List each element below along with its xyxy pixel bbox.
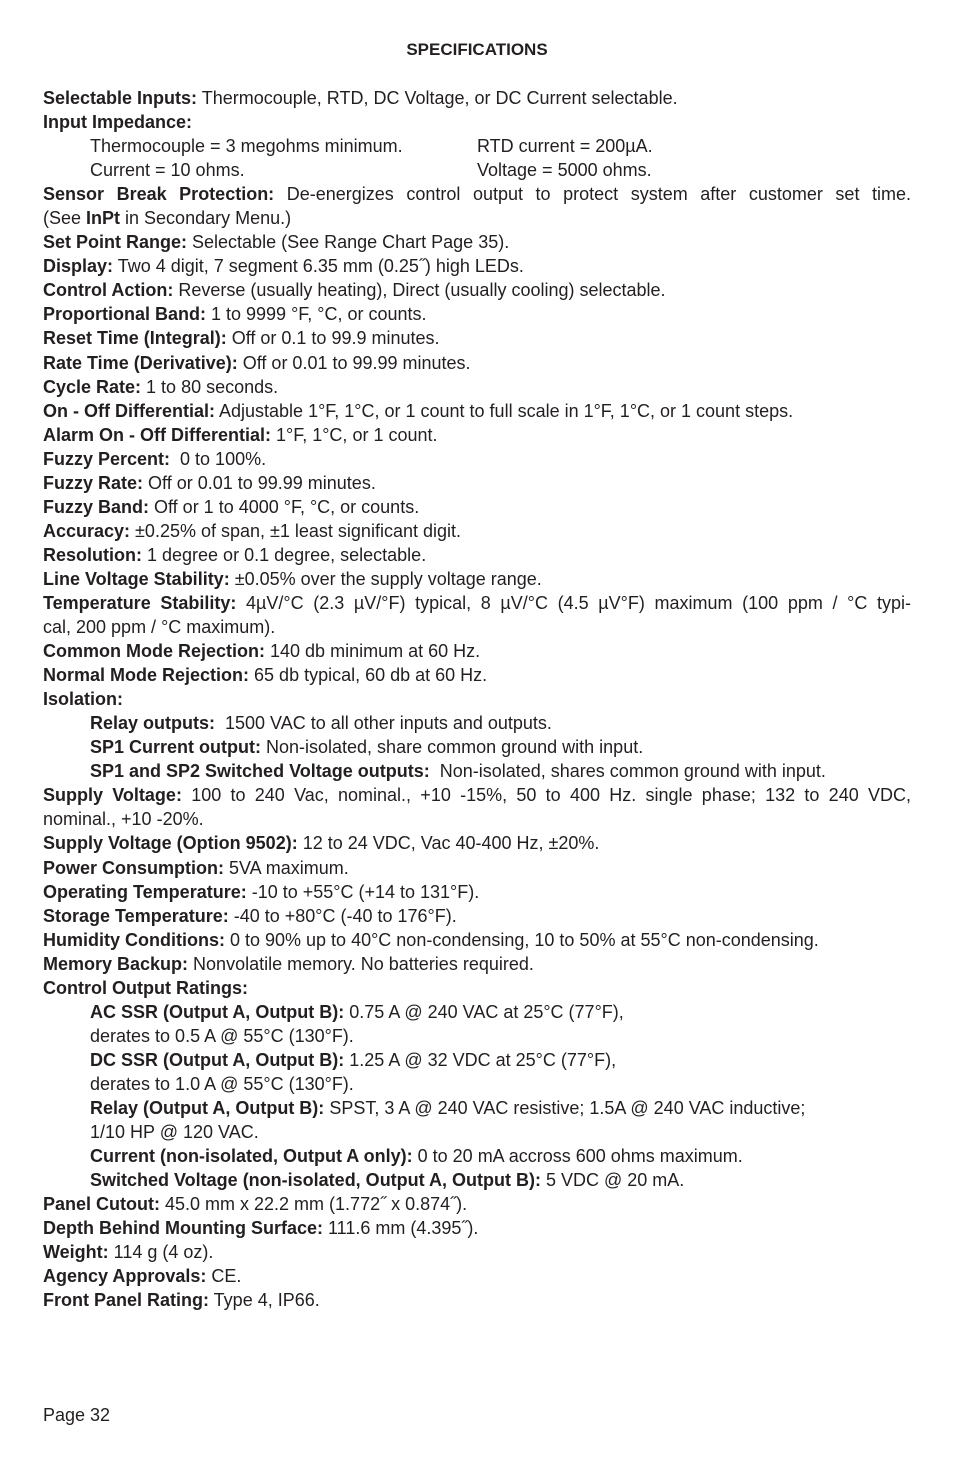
spec-control-action: Control Action: Reverse (usually heating), Direct (usually cooling) selectable. <box>43 280 666 301</box>
impedance-row-2: Current = 10 ohms. Voltage = 5000 ohms. <box>90 160 652 181</box>
spec-memory-backup: Memory Backup: Nonvolatile memory. No batteries required. <box>43 953 534 974</box>
output-current: Current (non-isolated, Output A only): 0 to 20 mA accross 600 ohms maximum. <box>90 1146 743 1167</box>
spec-input-impedance: Input Impedance: <box>43 112 193 133</box>
spec-fuzzy-rate: Fuzzy Rate: Off or 0.01 to 99.99 minutes. <box>43 472 376 493</box>
spec-storage-temperature: Storage Temperature: -40 to +80°C (-40 to 176°F). <box>43 905 457 926</box>
spec-rate-time: Rate Time (Derivative): Off or 0.01 to 99.99 minutes. <box>43 352 471 373</box>
output-ac-ssr-cont: derates to 0.5 A @ 55°C (130°F). <box>90 1025 354 1046</box>
output-switched-voltage: Switched Voltage (non-isolated, Output A, Output B): 5 VDC @ 20 mA. <box>90 1170 685 1191</box>
spec-normal-mode: Normal Mode Rejection: 65 db typical, 60 db at 60 Hz. <box>43 665 488 686</box>
spec-depth: Depth Behind Mounting Surface: 111.6 mm (4.395˝). <box>43 1218 479 1239</box>
spec-resolution: Resolution: 1 degree or 0.1 degree, selectable. <box>43 544 427 565</box>
isolation-sp1: SP1 Current output: Non-isolated, share common ground with input. <box>90 737 644 758</box>
spec-display: Display: Two 4 digit, 7 segment 6.35 mm (0.25˝) high LEDs. <box>43 256 524 277</box>
spec-common-mode: Common Mode Rejection: 140 db minimum at 60 Hz. <box>43 641 481 662</box>
page-title: SPECIFICATIONS <box>406 40 548 59</box>
spec-sensor-break: Sensor Break Protection: De-energizes control output to protect system after customer set time. <box>43 184 912 205</box>
spec-supply-voltage-9502: Supply Voltage (Option 9502): 12 to 24 VDC, Vac 40-400 Hz, ±20%. <box>43 833 600 854</box>
spec-supply-voltage: Supply Voltage: 100 to 240 Vac, nominal., +10 -15%, 50 to 400 Hz. single phase; 132 to 240 VDC, <box>43 785 911 806</box>
output-dc-ssr: DC SSR (Output A, Output B): 1.25 A @ 32 VDC at 25°C (77°F), <box>90 1049 617 1070</box>
spec-set-point-range: Set Point Range: Selectable (See Range Chart Page 35). <box>43 232 510 253</box>
spec-selectable-inputs: Selectable Inputs: Thermocouple, RTD, DC Voltage, or DC Current selectable. <box>43 88 678 108</box>
output-relay: Relay (Output A, Output B): SPST, 3 A @ 240 VAC resistive; 1.5A @ 240 VAC inductive; <box>90 1097 806 1118</box>
isolation-relay: Relay outputs: 1500 VAC to all other inputs and outputs. <box>90 713 552 734</box>
spec-temperature-stability: Temperature Stability: 4µV/°C (2.3 µV/°F) typical, 8 µV/°C (4.5 µV°F) maximum (100 ppm / °C typi- <box>43 592 911 613</box>
spec-reset-time: Reset Time (Integral): Off or 0.1 to 99.9 minutes. <box>43 328 440 349</box>
spec-humidity: Humidity Conditions: 0 to 90% up to 40°C non-condensing, 10 to 50% at 55°C non-condensing. <box>43 929 819 950</box>
output-ac-ssr: AC SSR (Output A, Output B): 0.75 A @ 240 VAC at 25°C (77°F), <box>90 1001 624 1022</box>
output-relay-cont: 1/10 HP @ 120 VAC. <box>90 1122 259 1143</box>
spec-operating-temperature: Operating Temperature: -10 to +55°C (+14 to 131°F). <box>43 881 480 902</box>
spec-on-off-differential: On - Off Differential: Adjustable 1°F, 1°C, or 1 count to full scale in 1°F, 1°C, or 1 count steps. <box>43 400 794 421</box>
spec-cycle-rate: Cycle Rate: 1 to 80 seconds. <box>43 376 279 397</box>
spec-line-voltage-stability: Line Voltage Stability: ±0.05% over the supply voltage range. <box>43 568 542 589</box>
spec-weight: Weight: 114 g (4 oz). <box>43 1242 214 1263</box>
spec-supply-voltage-cont: nominal., +10 -20%. <box>43 809 204 830</box>
spec-fuzzy-band: Fuzzy Band: Off or 1 to 4000 °F, °C, or counts. <box>43 496 420 517</box>
page-number: Page 32 <box>43 1405 111 1425</box>
spec-panel-cutout: Panel Cutout: 45.0 mm x 22.2 mm (1.772˝ x 0.874˝). <box>43 1194 468 1215</box>
spec-control-output-ratings: Control Output Ratings: <box>43 977 248 998</box>
spec-fuzzy-percent: Fuzzy Percent: 0 to 100%. <box>43 448 267 469</box>
spec-list <box>43 86 911 1312</box>
spec-alarm-differential: Alarm On - Off Differential: 1°F, 1°C, or 1 count. <box>43 424 438 445</box>
spec-sensor-break-cont: (See InPt in Secondary Menu.) <box>43 208 292 229</box>
spec-isolation: Isolation: <box>43 689 123 710</box>
spec-agency-approvals: Agency Approvals: CE. <box>43 1266 242 1287</box>
output-dc-ssr-cont: derates to 1.0 A @ 55°C (130°F). <box>90 1073 354 1094</box>
spec-power-consumption: Power Consumption: 5VA maximum. <box>43 857 349 878</box>
impedance-row-1: Thermocouple = 3 megohms minimum. RTD current = 200µA. <box>90 136 653 157</box>
spec-temperature-stability-cont: cal, 200 ppm / °C maximum). <box>43 617 276 638</box>
spec-proportional-band: Proportional Band: 1 to 9999 °F, °C, or counts. <box>43 304 427 325</box>
spec-accuracy: Accuracy: ±0.25% of span, ±1 least significant digit. <box>43 520 461 541</box>
isolation-sp1-sp2: SP1 and SP2 Switched Voltage outputs: Non-isolated, shares common ground with input. <box>90 761 826 782</box>
spec-front-panel-rating: Front Panel Rating: Type 4, IP66. <box>43 1290 320 1311</box>
